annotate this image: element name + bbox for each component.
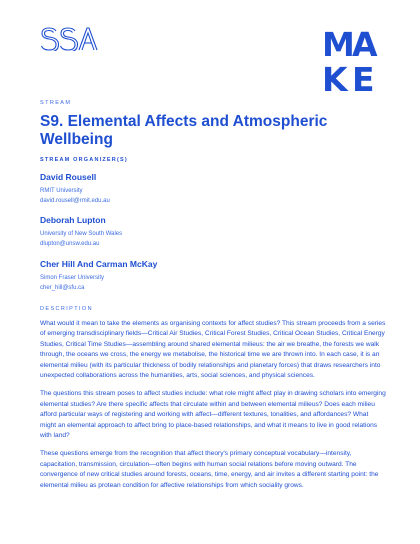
description-paragraph: These questions emerge from the recognition that affect theory's primary conceptual vocabulary—intensity, capacitation, transmission, circulation—often begins with human social relations before moving outward. The convergence of new critical studies around forests, oceans, time, energy, and air invites a different starting point: the elemental milieu as protean condition for affective relationships from which sociality grows.: [40, 450, 379, 489]
ssa-logo: [40, 27, 98, 51]
organizer-name: Cher Hill And Carman McKay: [40, 259, 158, 269]
organizers-label: STREAM ORGANIZER(S): [40, 157, 128, 163]
make-letter-e: E: [352, 60, 375, 94]
organizer-affiliation: Simon Fraser University: [40, 275, 105, 281]
description-paragraph: What would it mean to take the elements as organising contexts for affect studies? This stream proceeds from a series of emerging transdisciplinary fields—Critical Air Studies, Critical Forest Studies, Critical Ocean Studies, Critical Energy Studies, Critical Time Studies—assembling around shared elemental milieus: the air we breathe, the forests we walk through, the oceans we cross, the energy we metabolise, the historical time we are thrown into. In each case, it is an elemental milieu (with its particular thickness of bodily relationships and planetary forces) that draws researchers into unexpected collaborations across the humanities, arts, social sciences, and physical sciences.: [40, 320, 386, 380]
make-letter-k: K: [322, 60, 348, 94]
make-logo: [322, 26, 380, 94]
organizer-affiliation: RMIT University: [40, 188, 83, 194]
organizer-affiliation: University of New South Wales: [40, 231, 123, 237]
make-letter-a: A: [352, 26, 378, 64]
organizer-name: David Rousell: [40, 172, 97, 182]
page-title: S9. Elemental Affects and Atmospheric Wellbeing: [40, 113, 328, 148]
organizer-name: Deborah Lupton: [40, 215, 106, 225]
organizer-email[interactable]: dlupton@unsw.edu.au: [40, 240, 100, 247]
organizer-3: [40, 259, 157, 293]
organizer-email[interactable]: cher_hill@sfu.ca: [40, 284, 85, 291]
organizer-2: [40, 215, 122, 249]
organizer-1: [40, 172, 110, 206]
description-label: DESCRIPTION: [40, 306, 93, 312]
description: [40, 319, 386, 499]
description-paragraph: The questions this stream poses to affect studies include: what role might affect play in drawing scholars into emerging elemental studies? Are there specific affects that circulate within and between elemental milieus? Does each milieu afford particular ways of registering and working with affect—different textures, tonalities, and affordances? What might an elemental approach to affect bring to place-based relationships, and what it means to live in good relations with land?: [40, 390, 386, 440]
stream-label: STREAM: [40, 100, 72, 106]
make-letter-m: M: [322, 26, 355, 64]
organizer-email[interactable]: david.rousell@rmit.edu.au: [40, 197, 110, 204]
